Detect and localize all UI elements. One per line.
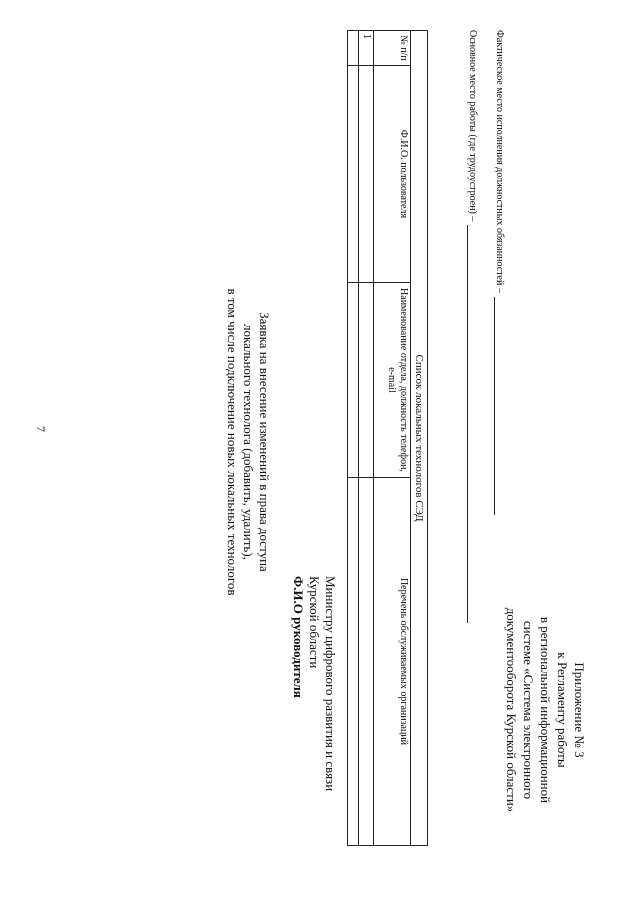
page-number: 7 — [34, 426, 48, 432]
blank-cell — [348, 66, 359, 283]
actual-workplace-label: Фактическое место исполнения должностных обязанностей – — [494, 30, 505, 293]
addressee-line: Министру цифрового развития и связи — [323, 576, 338, 792]
local-technologists-table — [347, 30, 428, 846]
request-title-line: в том числе подключение новых локальных технологов — [225, 288, 240, 596]
main-workplace-line — [467, 30, 478, 623]
row-fio-cell — [359, 66, 374, 283]
addressee-line: Курской области — [307, 576, 322, 669]
request-title-line: локального технолога (добавить, удалить), — [241, 324, 256, 560]
header-fio: Ф.И.О. пользователя — [374, 66, 411, 283]
appendix-header — [503, 540, 588, 880]
table-header-row — [374, 31, 411, 846]
actual-workplace-underline — [494, 297, 495, 515]
header-dept: Наименование отдела, должность телефон, e-mail — [374, 283, 411, 478]
addressee-block — [290, 576, 338, 866]
blank-cell — [348, 283, 359, 478]
appendix-line: к Регламенту работы — [555, 652, 570, 768]
main-workplace-label: Основное место работы (где трудоустроен) – — [467, 30, 478, 222]
table-row — [348, 31, 359, 846]
blank-cell — [348, 31, 359, 66]
request-title-line: Заявка на внесение изменений в права доступа — [257, 312, 272, 572]
appendix-line: документооборота Курской области» — [504, 607, 519, 813]
header-orgs: Перечень обслуживаемых организаций — [374, 478, 411, 846]
row-num: 1 — [359, 31, 374, 66]
appendix-line: Приложение № 3 — [572, 662, 587, 758]
header-num: № п/п — [374, 31, 411, 66]
row-orgs-cell — [359, 478, 374, 846]
appendix-line: системе «Система электронного — [521, 620, 536, 800]
table-row — [359, 31, 374, 846]
table-caption: Список локальных технологов СЭД — [411, 31, 428, 846]
addressee-head-name: Ф.И.О руководителя — [291, 576, 306, 698]
actual-workplace-line — [494, 30, 505, 515]
appendix-line: в региональной информационной — [538, 616, 553, 804]
blank-cell — [348, 478, 359, 846]
request-title — [224, 262, 272, 622]
main-workplace-underline — [467, 225, 468, 623]
row-dept-cell — [359, 283, 374, 478]
table-caption-row — [411, 31, 428, 846]
